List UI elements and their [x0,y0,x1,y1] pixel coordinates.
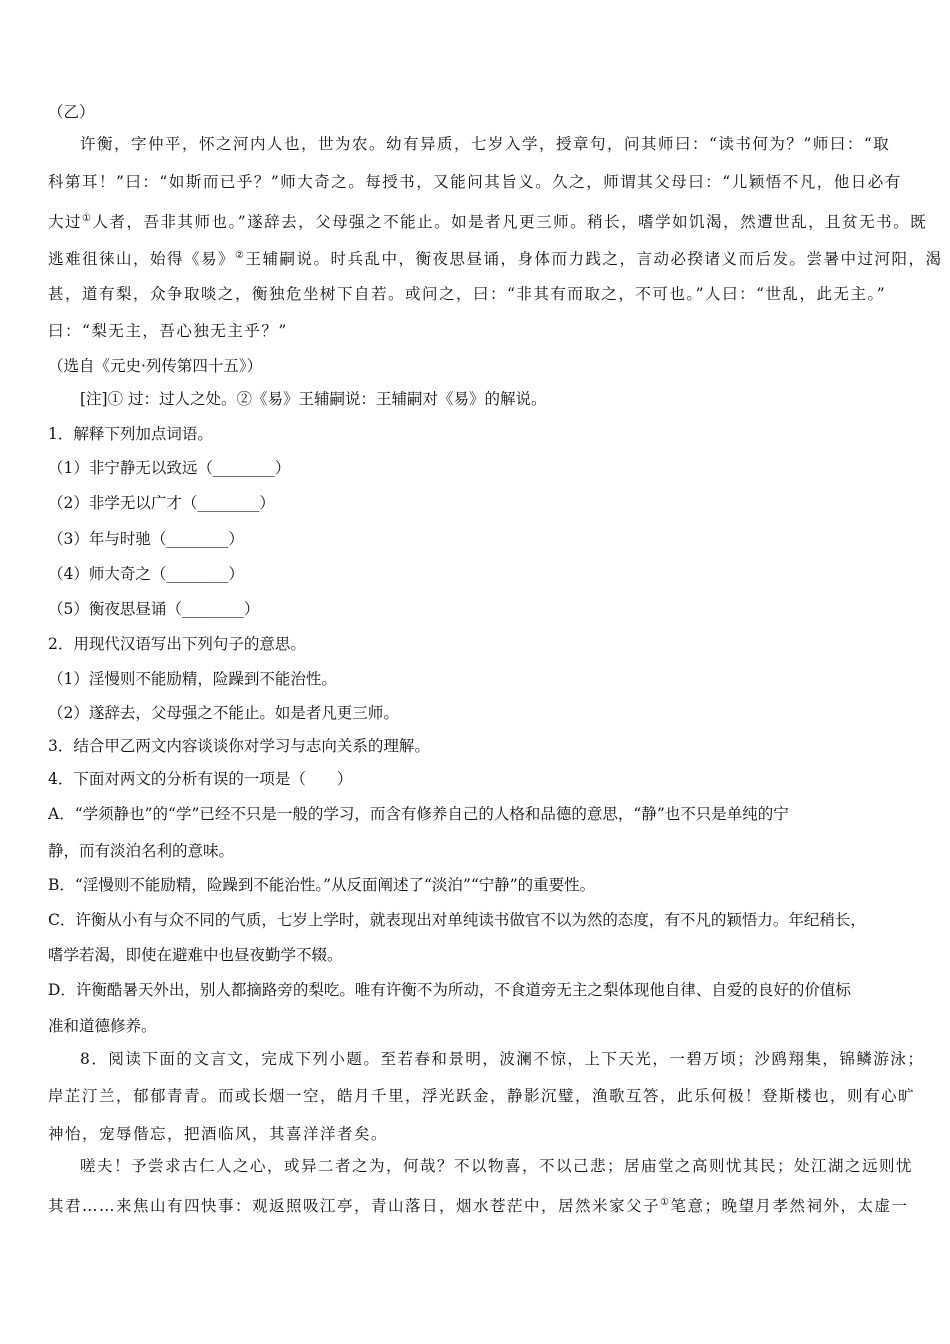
question-1-item: （4）师大奇之（________） [48,565,244,583]
question-1-title: 1．解释下列加点词语。 [48,425,213,443]
passage-line: 大过①人者，吾非其师也。”遂辞去，父母强之不能止。如是者凡更三师。稍长，嗜学如饥渴，然遭世乱，且贫无书。既 [48,213,928,231]
passage-line: 逃难徂徕山，始得《易》②王辅嗣说。时兵乱中，衡夜思昼诵，身体而力践之，言动必揆诸义而后发。尝暑中过河阳，渴 [48,250,943,268]
footnote-marker: ① [82,213,93,224]
question-4-title: 4．下面对两文的分析有误的一项是（ ） [48,770,353,788]
passage-line: 科第耳！”曰：“如斯而已乎？”师大奇之。每授书，又能问其旨义。久之，师谓其父母曰：“儿颖悟不凡，他日必有 [48,173,902,191]
question-8-line: 8．阅读下面的文言文，完成下列小题。至若春和景明，波澜不惊，上下天光，一碧万顷；沙鸥翔集，锦鳞游泳； [80,1050,925,1068]
question-2-item: （2）遂辞去，父母强之不能止。如是者凡更三师。 [48,704,399,722]
option-d: D．许衡酷暑天外出，别人都摘路旁的梨吃。唯有许衡不为所动，不食道旁无主之梨体现他自律、自爱的良好的价值标 [48,981,851,999]
question-1-item: （5）衡夜思昼诵（________） [48,600,260,618]
source-citation: （选自《元史·列传第四十五》） [48,357,263,375]
question-8-line: 神怡，宠辱偕忘，把酒临风，其喜洋洋者矣。 [48,1125,389,1143]
option-c-cont: 嗜学若渴，即使在避难中也昼夜勤学不辍。 [48,946,343,964]
footnote-marker: ① [660,1197,671,1208]
question-1-item: （3）年与时驰（________） [48,530,244,548]
question-3: 3．结合甲乙两文内容谈谈你对学习与志向关系的理解。 [48,737,430,755]
passage-line: 许衡，字仲平，怀之河内人也，世为农。幼有异质，七岁入学，授章句，问其师曰：“读书何为？”师曰：“取 [80,135,891,153]
passage-line: 甚，道有梨，众争取啖之，衡独危坐树下自若。或问之，曰：“非其有而取之，不可也。”人曰：“世乱，此无主。” [48,285,887,303]
question-2-item: （1）淫慢则不能励精，险躁到不能治性。 [48,670,337,688]
question-1-item: （1）非宁静无以致远（________） [48,459,291,477]
section-heading: （乙） [48,103,95,121]
option-d-cont: 准和道德修养。 [48,1017,157,1035]
question-2-title: 2．用现代汉语写出下列句子的意思。 [48,635,306,653]
question-8-line: 嗟夫！予尝求古仁人之心，或异二者之为，何哉？不以物喜，不以己悲；居庙堂之高则忧其民；处江湖之远则忧 [80,1157,914,1175]
option-c: C．许衡从小有与众不同的气质，七岁上学时，就表现出对单纯读书做官不以为然的态度，有不凡的颖悟力。年纪稍长， [48,911,866,929]
footnote-marker: ② [235,250,246,261]
passage-line: 曰：“梨无主，吾心独无主乎？” [48,322,288,340]
annotation-note: [注]① 过：过人之处。②《易》王辅嗣说：王辅嗣对《易》的解说。 [80,390,547,408]
question-1-item: （2）非学无以广才（________） [48,494,275,512]
question-8-line: 其君……来焦山有四快事：观返照吸江亭，青山落日，烟水苍茫中，居然米家父子①笔意；晚望月孝然祠外，太虚一 [48,1197,909,1215]
option-a: A．“学须静也”的“学”已经不只是一般的学习，而含有修养自己的人格和品德的意思，“静”也不只是单纯的宁 [48,805,789,823]
option-b: B．“淫慢则不能励精，险躁到不能治性。”从反面阐述了“淡泊”“宁静”的重要性。 [48,876,596,894]
option-a-cont: 静，而有淡泊名利的意味。 [48,842,235,860]
question-8-line: 岸芷汀兰，郁郁青青。而或长烟一空，皓月千里，浮光跃金，静影沉璧，渔歌互答，此乐何极！登斯楼也，则有心旷 [48,1087,916,1105]
